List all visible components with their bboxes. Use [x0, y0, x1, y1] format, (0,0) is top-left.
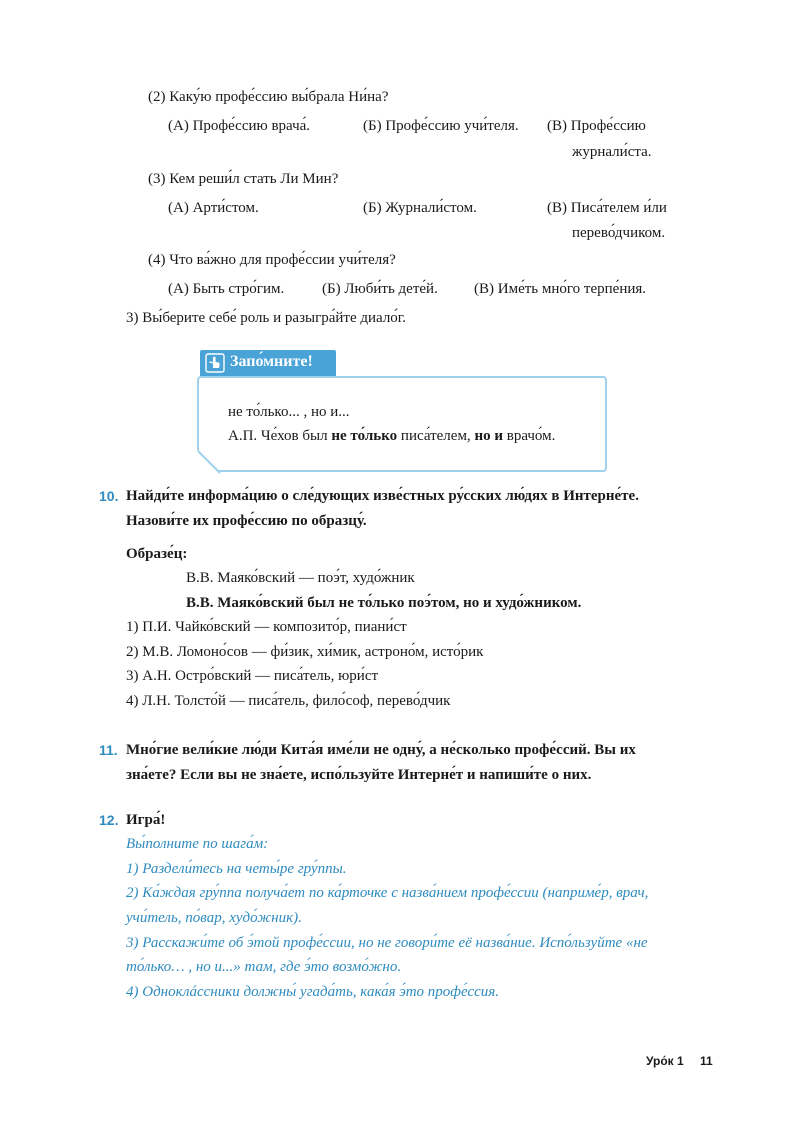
exercise-10-number: 10.	[99, 488, 119, 504]
q4-option-b: (Б) Люби́ть дете́й.	[322, 281, 438, 297]
q4-option-a: (А) Быть стро́гим.	[168, 281, 285, 297]
page-number: 11	[700, 1054, 713, 1068]
q3-option-a: (А) Арти́стом.	[168, 200, 259, 216]
q3-option-c-line1: (В) Писа́телем и́ли	[547, 200, 667, 216]
q2-option-c-line1: (В) Профе́ссию	[547, 118, 646, 134]
step-4: 4) Одноклáссники должны́ угада́ть, кака́я э́то профе́ссия.	[126, 984, 499, 1000]
step-3-line2: то́лько… , но и...» там, где э́то возмо́жно.	[126, 959, 402, 975]
exercise-11-number: 11.	[99, 742, 118, 758]
pointing-finger-icon	[205, 353, 225, 373]
question-2: (2) Каку́ю профе́ссию вы́брала Ни́на?	[148, 89, 389, 105]
task-3: 3) Вы́берите себе́ роль и разыгра́йте диало́г.	[126, 310, 407, 326]
remember-example-bold: но и	[474, 428, 503, 444]
exercise-12-number: 12.	[99, 812, 119, 828]
q2-option-c-line2: журнали́ста.	[572, 144, 652, 160]
exercise-11-line2: зна́ете? Если вы не зна́ете, испо́льзуйте Интерне́т и напиши́те о них.	[126, 767, 592, 783]
q3-option-b: (Б) Журнали́стом.	[363, 200, 477, 216]
remember-example-part: А.П. Че́хов был	[228, 428, 332, 444]
remember-box	[197, 376, 607, 472]
remember-example	[228, 427, 555, 445]
q4-option-c: (В) Име́ть мно́го терпе́ния.	[474, 281, 647, 297]
remember-box-corner	[197, 450, 221, 474]
remember-example-part: писа́телем,	[397, 428, 475, 444]
q2-option-a: (А) Профе́ссию врача́.	[168, 118, 311, 134]
sample-line-1: В.В. Маяко́вский — поэ́т, худо́жник	[186, 570, 415, 586]
remember-pattern: не то́лько... , но и...	[228, 404, 350, 420]
sample-line-2: В.В. Маяко́вский был не то́лько поэ́том, но и худо́жником.	[186, 595, 582, 611]
step-1: 1) Раздели́тесь на четы́ре гру́ппы.	[126, 861, 347, 877]
sample-label: Образе́ц:	[126, 546, 188, 562]
exercise-10-line1: Найди́те информа́цию о сле́дующих изве́стных ру́сских лю́дях в Интерне́те.	[126, 488, 639, 504]
footer-lesson: Уро́к 1	[646, 1054, 684, 1068]
step-2-line2: учи́тель, по́вар, худо́жник).	[126, 910, 302, 926]
exercise-11-line1: Мно́гие вели́кие лю́ди Кита́я име́ли не одну́, а не́сколько профе́ссий. Вы их	[126, 742, 636, 758]
list-item: 3) А.Н. Остро́вский — писа́тель, юри́ст	[126, 668, 379, 684]
step-3-line1: 3) Расскажи́те об э́той профе́ссии, но не говори́те её назва́ние. Испо́льзуйте «не	[126, 935, 648, 951]
remember-title: Запо́мните!	[230, 353, 313, 370]
question-4: (4) Что ва́жно для профе́ссии учи́теля?	[148, 252, 396, 268]
question-3: (3) Кем реши́л стать Ли Мин?	[148, 171, 339, 187]
remember-example-part: врачо́м.	[502, 428, 556, 444]
remember-example-bold: не то́лько	[331, 428, 398, 444]
q2-option-b: (Б) Профе́ссию учи́теля.	[363, 118, 519, 134]
exercise-12-title: Игра́!	[126, 812, 166, 828]
remember-tab	[200, 350, 336, 376]
q3-option-c-line2: перево́дчиком.	[572, 225, 666, 241]
exercise-10-line2: Назови́те их профе́ссию по образцу́.	[126, 513, 367, 529]
step-2-line1: 2) Ка́ждая гру́ппа получа́ет по ка́рточке с назва́нием профе́ссии (наприме́р, врач,	[126, 885, 649, 901]
list-item: 1) П.И. Чайко́вский — композито́р, пиани́ст	[126, 619, 407, 635]
exercise-12-instruction: Вы́полните по шага́м:	[126, 836, 269, 852]
list-item: 4) Л.Н. Толсто́й — писа́тель, фило́соф, перево́дчик	[126, 693, 451, 709]
list-item: 2) М.В. Ломоно́сов — фи́зик, хи́мик, астроно́м, исто́рик	[126, 644, 484, 660]
